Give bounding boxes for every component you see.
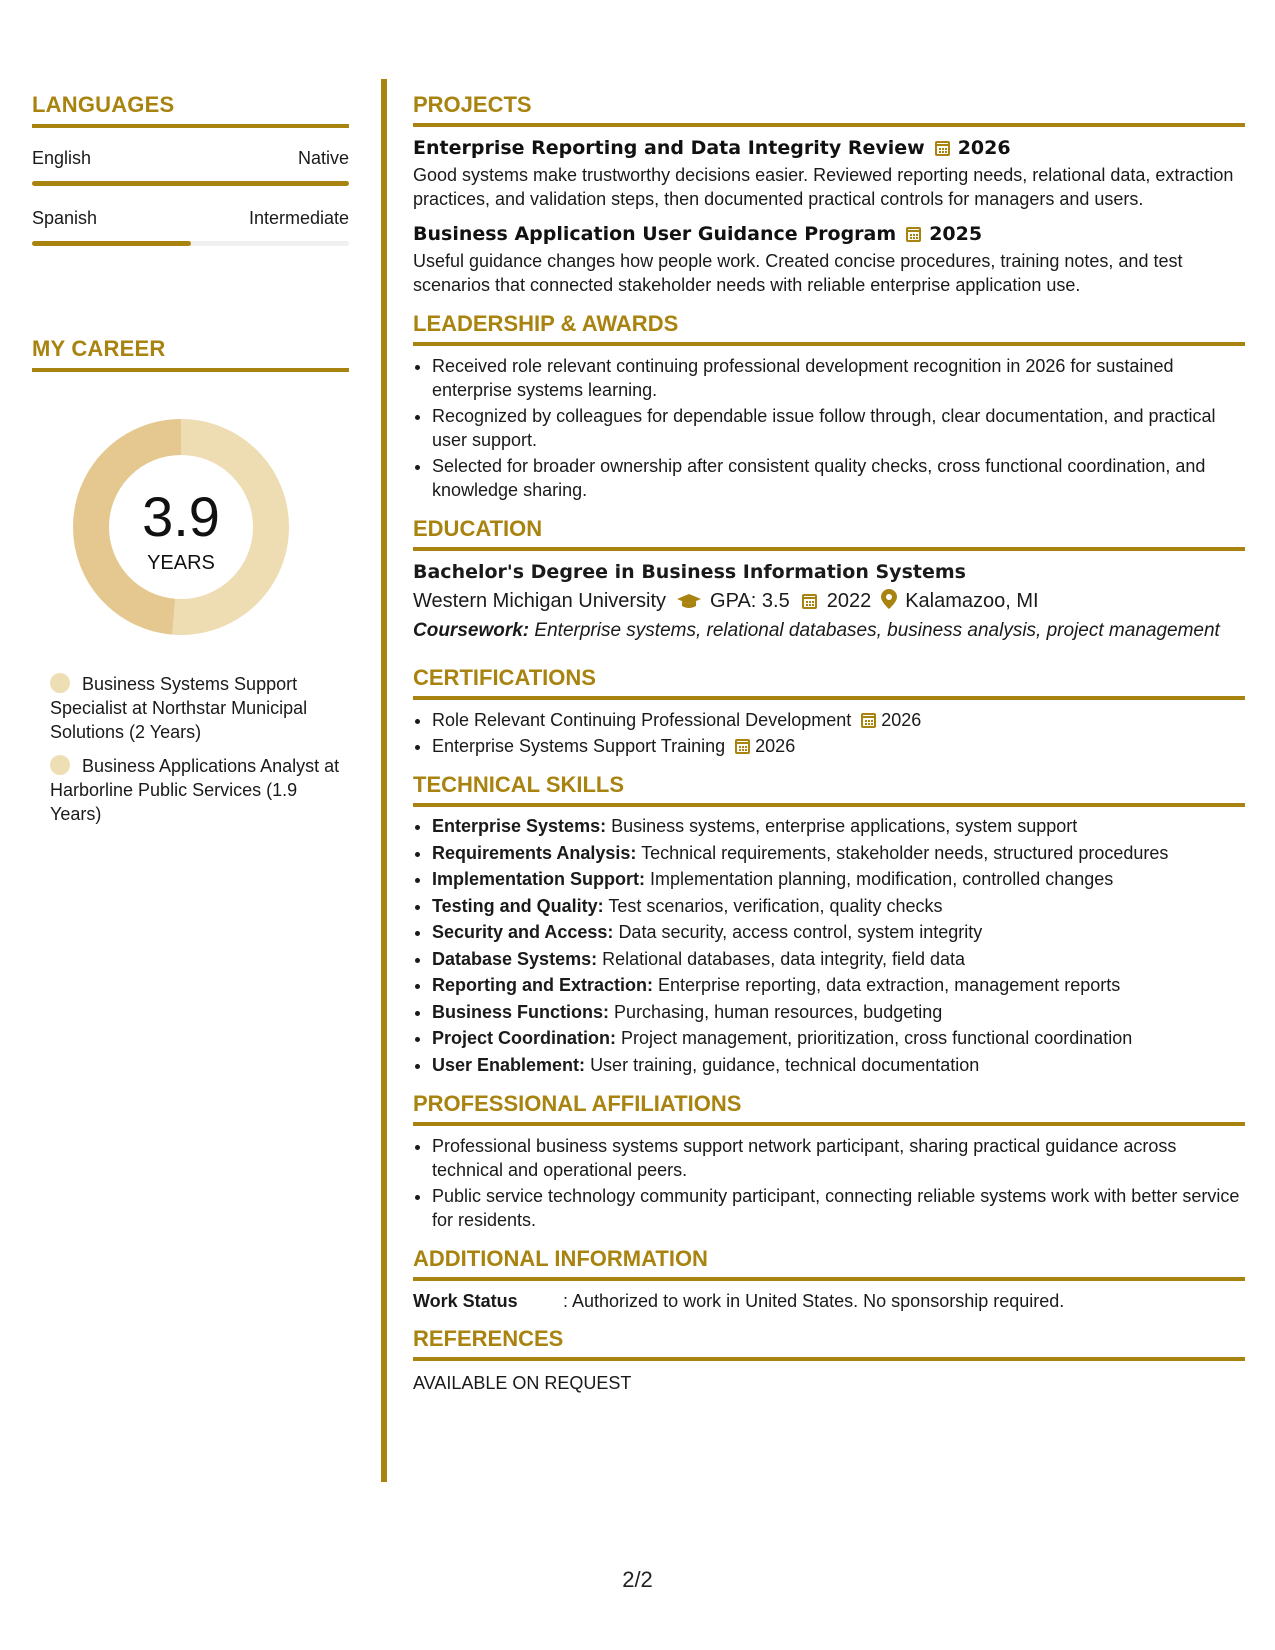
work-status [413, 1291, 1245, 1312]
language-level: Intermediate [248, 208, 349, 228]
project-description: Useful guidance changes how people work. Created concise procedures, training notes, and test scenarios that connected stakeholder needs with reliable enterprise application use. [413, 251, 1183, 295]
skill-label: Database Systems: [432, 948, 598, 969]
skill-label: User Enablement: [432, 1054, 586, 1075]
references-section [413, 1326, 1245, 1394]
education-gpa: GPA: 3.5 [710, 590, 790, 612]
career-section [32, 336, 349, 826]
languages-heading: LANGUAGES [32, 92, 349, 128]
list-item: • Selected for broader ownership after consistent quality checks, cross functional coordination, and knowledge sharing. [432, 454, 1245, 502]
legend-dot-icon [50, 755, 70, 775]
language-item [32, 148, 349, 186]
skill-value: Business systems, enterprise applications, system support [611, 816, 1078, 836]
education-coursework [413, 619, 1245, 643]
list-item [432, 974, 1245, 998]
language-name: English [32, 148, 92, 168]
education-degree: Bachelor's Degree in Business Information Systems [413, 561, 966, 583]
skill-label: Business Functions: [432, 1001, 610, 1022]
career-role-list [32, 672, 349, 826]
list-item [432, 1001, 1245, 1025]
additional-info-section [413, 1246, 1245, 1312]
skill-label: Reporting and Extraction: [432, 975, 654, 995]
skill-value: User training, guidance, technical documentation [590, 1054, 980, 1075]
certification-name: Enterprise Systems Support Training [432, 736, 726, 756]
education-heading: EDUCATION [413, 516, 1245, 551]
projects-section [413, 92, 1245, 297]
list-item [432, 708, 1245, 732]
certifications-section [413, 665, 1245, 758]
references-text: AVAILABLE ON REQUEST [413, 1373, 632, 1393]
leadership-section [413, 311, 1245, 502]
list-item [432, 868, 1245, 892]
graduation-cap-icon [676, 593, 702, 609]
list-item: • Professional business systems support network participant, sharing practical guidance across technical and operational peers. [432, 1134, 1245, 1182]
career-role-text: Business Applications Analyst at Harborline Public Services (1.9 Years) [50, 756, 340, 824]
career-role-text: Business Systems Support Specialist at Northstar Municipal Solutions (2 Years) [50, 674, 308, 742]
education-year: 2022 [826, 590, 872, 612]
references-heading: REFERENCES [413, 1326, 1245, 1361]
skill-label: Testing and Quality: [432, 895, 604, 916]
career-role [50, 754, 340, 826]
skill-value: Implementation planning, modification, controlled changes [650, 869, 1114, 889]
list-item: • Recognized by colleagues for dependable issue follow through, clear documentation, and practical user support. [432, 404, 1245, 452]
work-status-label: Work Status [413, 1291, 518, 1311]
leadership-heading: LEADERSHIP & AWARDS [413, 311, 1245, 346]
project-description: Good systems make trustworthy decisions easier. Reviewed reporting needs, relational data, extraction practices, and validation steps, then documented practical controls for managers and users. [413, 165, 1234, 209]
project-year: 2026 [957, 137, 1011, 159]
language-proficiency-fill [32, 241, 191, 246]
projects-heading: PROJECTS [413, 92, 1245, 127]
skill-value: Technical requirements, stakeholder needs, structured procedures [641, 842, 1169, 863]
location-pin-icon [881, 589, 897, 609]
left-column [32, 92, 349, 836]
skill-label: Requirements Analysis: [432, 842, 637, 863]
affiliations-heading: PROFESSIONAL AFFILIATIONS [413, 1091, 1245, 1126]
right-column [413, 92, 1245, 1408]
list-item [432, 842, 1245, 866]
certifications-heading: CERTIFICATIONS [413, 665, 1245, 700]
affiliations-section [413, 1091, 1245, 1232]
work-status-value: : Authorized to work in United States. No sponsorship required. [563, 1291, 1065, 1311]
calendar-icon [906, 227, 921, 242]
language-proficiency-fill [32, 181, 349, 186]
language-level: Native [297, 148, 349, 168]
education-details [413, 589, 1245, 613]
education-location: Kalamazoo, MI [905, 590, 1039, 612]
certification-name: Role Relevant Continuing Professional Development [432, 710, 852, 730]
career-years-label: YEARS [147, 552, 215, 574]
project-item [413, 223, 1245, 297]
list-item [432, 895, 1245, 919]
legend-dot-icon [50, 673, 70, 693]
list-item [432, 1054, 1245, 1078]
career-heading: MY CAREER [32, 336, 349, 372]
list-item [432, 921, 1245, 945]
skill-value: Purchasing, human resources, budgeting [614, 1001, 943, 1022]
skill-label: Security and Access: [432, 922, 614, 942]
list-item [432, 734, 1245, 758]
skill-label: Implementation Support: [432, 869, 645, 889]
skill-label: Project Coordination: [432, 1028, 616, 1048]
education-section [413, 516, 1245, 643]
coursework-label: Coursework: [413, 620, 530, 641]
skill-value: Project management, prioritization, cross functional coordination [621, 1028, 1133, 1048]
additional-info-heading: ADDITIONAL INFORMATION [413, 1246, 1245, 1281]
page-number: 2/2 [622, 1567, 653, 1592]
project-name: Business Application User Guidance Program [413, 223, 897, 245]
language-proficiency-bar [32, 181, 349, 186]
list-item: • Public service technology community participant, connecting reliable systems work with better service for residents. [432, 1184, 1245, 1232]
certification-year: 2026 [755, 736, 796, 756]
skill-value: Data security, access control, system integrity [618, 922, 983, 942]
coursework-text: Enterprise systems, relational databases, business analysis, project management [534, 620, 1220, 641]
project-year: 2025 [929, 223, 983, 245]
calendar-icon [861, 713, 876, 728]
list-item: • Received role relevant continuing professional development recognition in 2026 for sustained enterprise systems learning. [432, 354, 1245, 402]
career-total-years: 3.9 [142, 485, 220, 548]
list-item [432, 1027, 1245, 1051]
language-name: Spanish [32, 208, 98, 228]
skill-label: Enterprise Systems: [432, 816, 607, 836]
skills-heading: TECHNICAL SKILLS [413, 772, 1245, 807]
education-school: Western Michigan University [413, 590, 667, 612]
skill-value: Test scenarios, verification, quality checks [608, 895, 943, 916]
skill-value: Enterprise reporting, data extraction, management reports [658, 975, 1121, 995]
language-item [32, 208, 349, 246]
project-item [413, 137, 1245, 211]
career-donut-chart [66, 412, 296, 642]
language-proficiency-bar [32, 241, 349, 246]
calendar-icon [735, 739, 750, 754]
column-divider [381, 79, 387, 1482]
certification-year: 2026 [881, 710, 922, 730]
skills-section [413, 772, 1245, 1077]
calendar-icon [935, 141, 950, 156]
list-item [432, 948, 1245, 972]
skill-value: Relational databases, data integrity, field data [602, 948, 966, 969]
list-item [432, 815, 1245, 839]
career-role [50, 672, 340, 744]
project-name: Enterprise Reporting and Data Integrity Review [413, 137, 925, 159]
calendar-icon [802, 594, 817, 609]
